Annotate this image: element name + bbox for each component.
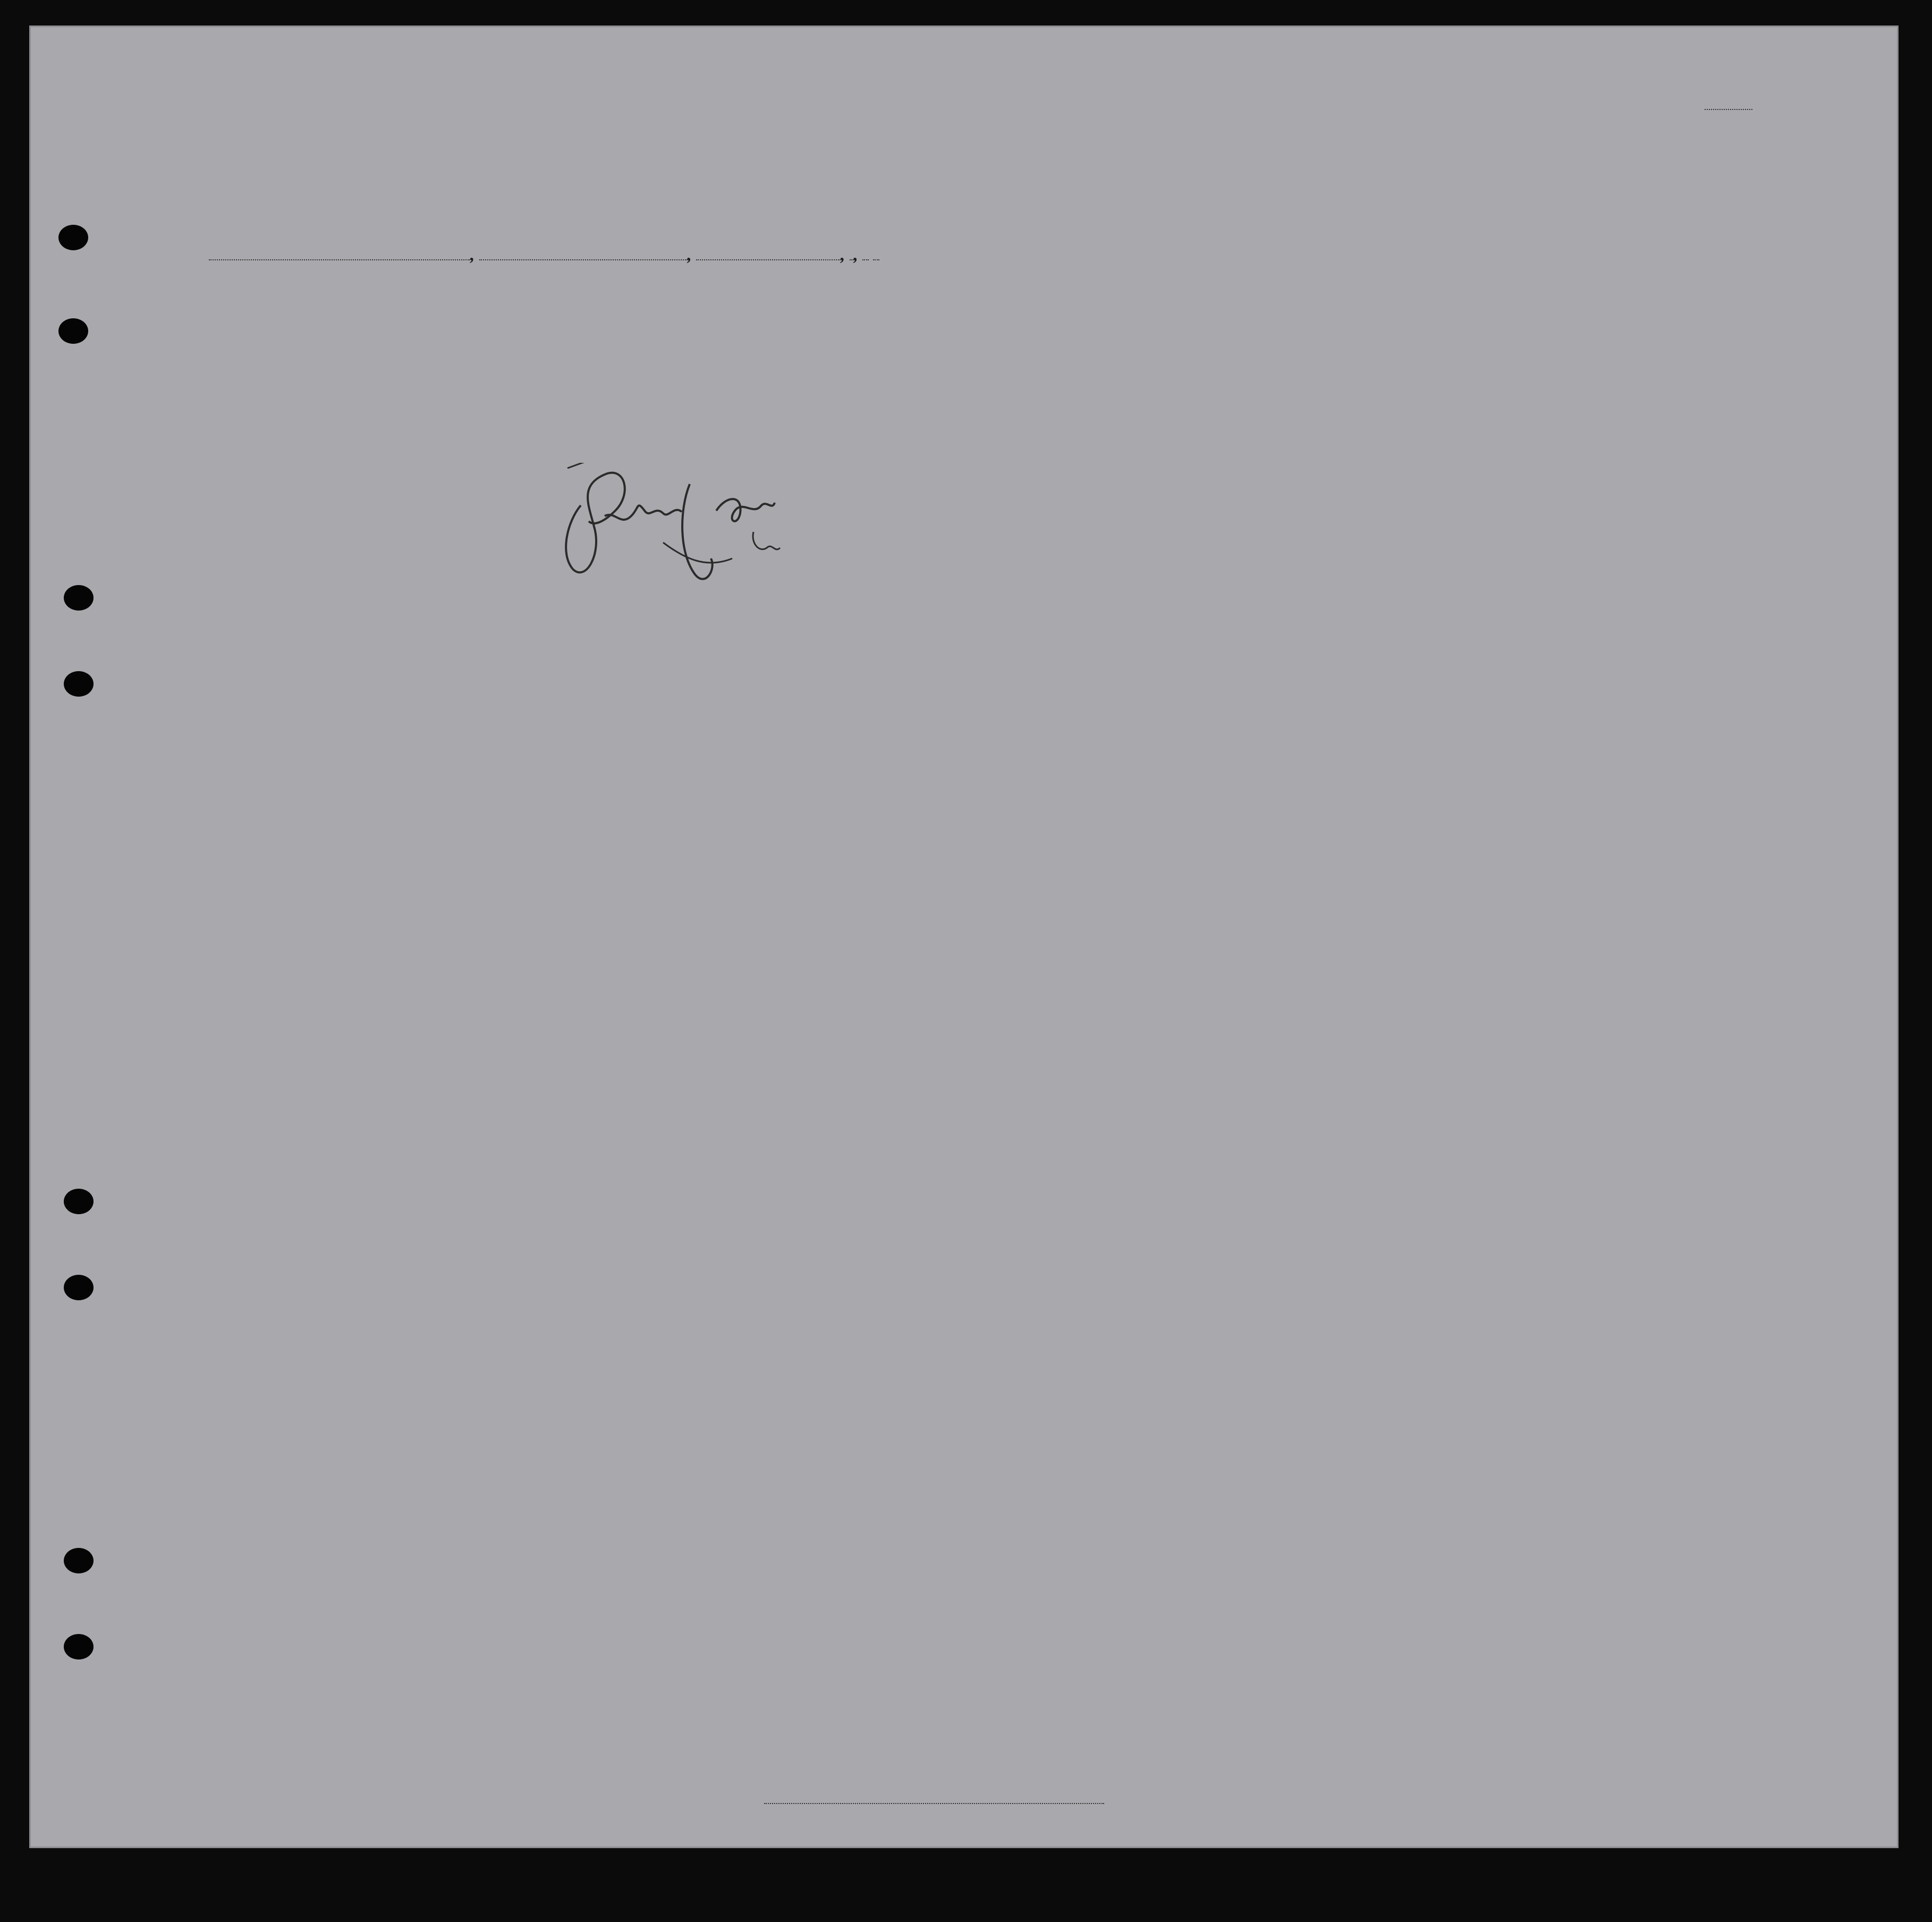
- binder-hole: [64, 585, 94, 611]
- binder-hole: [58, 318, 88, 344]
- voyage-line: , , , ,: [209, 244, 879, 265]
- binder-hole: [64, 1634, 94, 1659]
- binder-hole: [64, 1189, 94, 1214]
- binder-hole: [58, 225, 88, 250]
- manifest-grid: [31, 27, 1900, 1850]
- inspector-signature: [557, 463, 807, 601]
- binder-hole: [64, 1275, 94, 1300]
- binder-hole: [64, 1548, 94, 1573]
- manifest-sheet: [29, 26, 1899, 1848]
- binder-hole: [64, 671, 94, 697]
- inspector-signature-line: [764, 1803, 1104, 1804]
